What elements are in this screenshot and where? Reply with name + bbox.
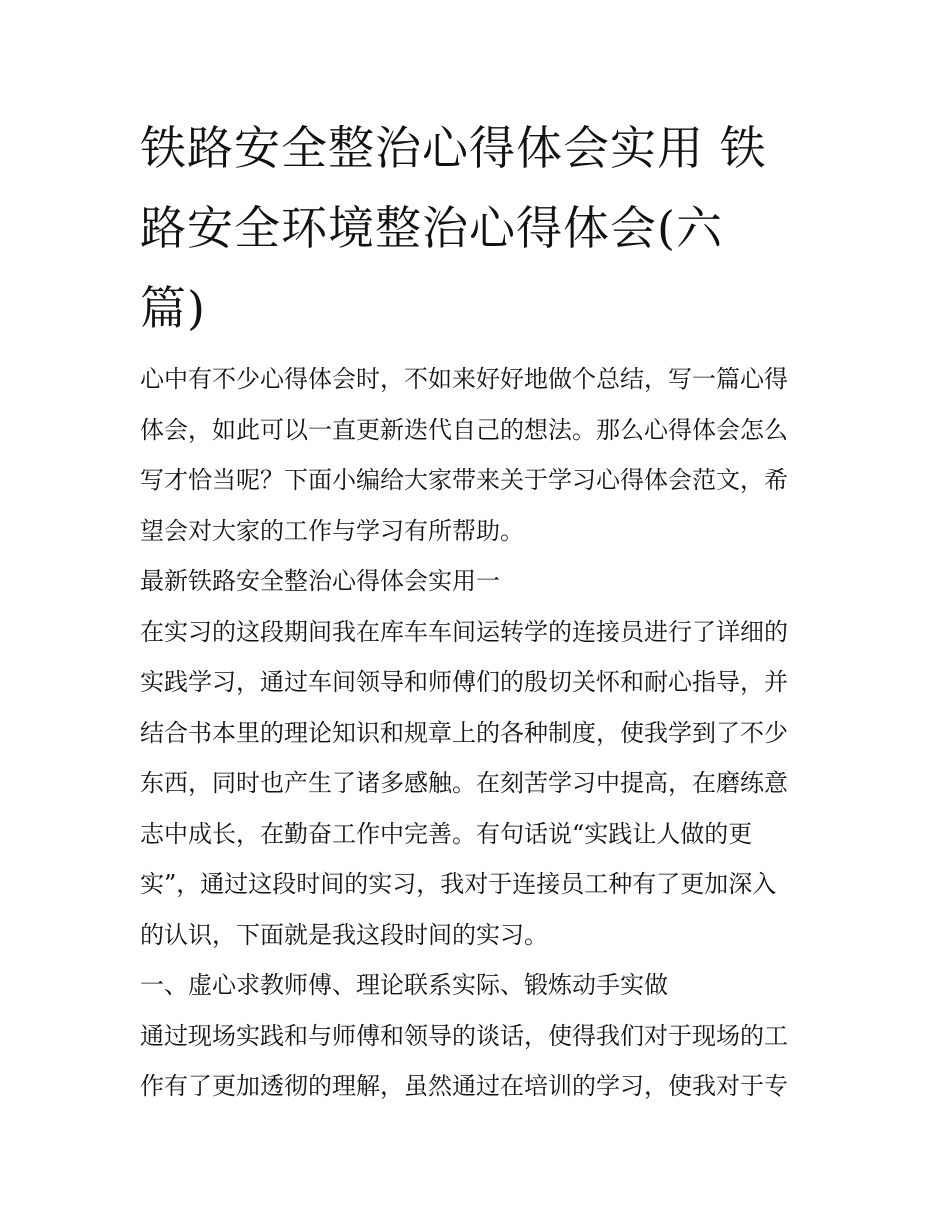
text-line: 实”，通过这段时间的实习，我对于连接员工种有了更加深入 [140, 870, 777, 898]
intro-paragraph [140, 354, 812, 556]
text-line: 实践学习，通过车间领导和师傅们的殷切关怀和耐心指导，并 [140, 668, 788, 696]
document-title [140, 108, 812, 348]
text-line: 结合书本里的理论知识和规章上的各种制度，使我学到了不少 [140, 718, 788, 747]
text-line: 在实习的这段期间我在库车车间运转学的连接员进行了详细的 [140, 617, 788, 646]
subheading [140, 960, 812, 1011]
section-heading [140, 556, 812, 607]
title-line: 路安全环境整治心得体会(六 [140, 201, 723, 255]
text-line: 作有了更加透彻的理解，虽然通过在培训的学习，使我对于专 [140, 1072, 788, 1100]
title-line: 篇) [140, 281, 206, 335]
text-line: 东西，同时也产生了诸多感触。在刻苦学习中提高，在磨练意 [140, 769, 788, 797]
final-paragraph [140, 1011, 812, 1112]
text-line: 通过现场实践和与师傅和领导的谈话，使得我们对于现场的工 [140, 1021, 788, 1050]
section-heading-text: 最新铁路安全整治心得体会实用一 [140, 567, 500, 595]
text-line: 望会对大家的工作与学习有所帮助。 [140, 516, 524, 545]
text-line: 志中成长，在勤奋工作中完善。有句话说“实践让人做的更 [140, 819, 753, 848]
title-line: 铁路安全整治心得体会实用 铁 [140, 121, 767, 175]
document-page [140, 108, 812, 1112]
text-line: 写才恰当呢？下面小编给大家带来关于学习心得体会范文，希 [140, 466, 788, 494]
subheading-text: 一、虚心求教师傅、理论联系实际、锻炼动手实做 [140, 971, 668, 999]
text-line: 的认识，下面就是我这段时间的实习。 [140, 920, 548, 949]
text-line: 体会，如此可以一直更新迭代自己的想法。那么心得体会怎么 [140, 415, 788, 444]
text-line: 心中有不少心得体会时，不如来好好地做个总结，写一篇心得 [140, 365, 788, 393]
body-paragraph [140, 607, 812, 961]
